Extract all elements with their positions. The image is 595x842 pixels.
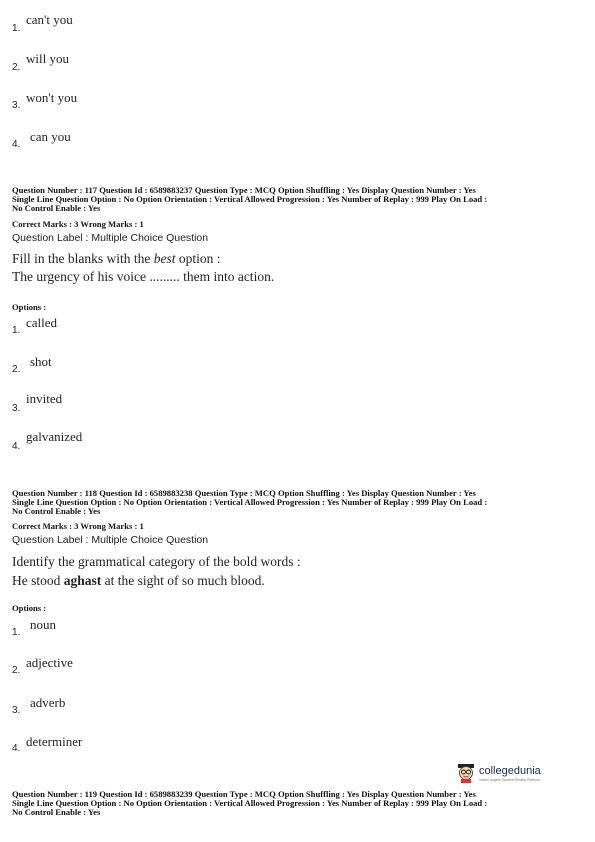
option-text: shot — [30, 354, 52, 369]
options-heading: Options : — [12, 603, 47, 613]
question-marks: Correct Marks : 3 Wrong Marks : 1 — [12, 521, 144, 531]
option-number: 2. — [12, 665, 21, 676]
logo-tagline: India's largest Student Review Platform — [479, 778, 540, 782]
option-text: can you — [30, 129, 71, 144]
option-text: determiner — [26, 734, 83, 749]
question-marks: Correct Marks : 3 Wrong Marks : 1 — [12, 219, 144, 229]
option-text: adverb — [30, 695, 66, 710]
mascot-icon — [455, 762, 477, 784]
option-number: 4. — [12, 743, 21, 754]
option-text: called — [26, 315, 58, 330]
option-number: 4. — [12, 441, 21, 452]
question-text: Identify the grammatical category of the bold words : — [12, 554, 301, 569]
option-text: noun — [30, 617, 56, 632]
option-number: 3. — [12, 403, 21, 414]
option-number: 4. — [12, 139, 21, 150]
logo-name: collegedunia — [479, 765, 541, 777]
option-number: 2. — [12, 364, 21, 375]
question-text: The urgency of his voice ......... them into action. — [12, 269, 275, 284]
option-number: 1. — [12, 627, 21, 638]
option-text: won't you — [26, 90, 78, 105]
option-text: adjective — [26, 655, 73, 670]
option-number: 1. — [12, 325, 21, 336]
question-label: Question Label : Multiple Choice Question — [12, 534, 209, 546]
question-text: He stood aghast at the sight of so much blood. — [12, 573, 265, 588]
option-text: invited — [26, 391, 63, 406]
option-number: 3. — [12, 100, 21, 111]
question-meta: Question Number : 117 Question Id : 6589883237 Question Type : MCQ Option Shuffling : Yes Display Question Number : Yes Single Line Question Option : No Option Orientation : Vertical Allowed Progression : Yes Number of Replay : 999 Play On Load : No Control Enable : Yes — [12, 185, 488, 213]
collegedunia-logo — [455, 762, 555, 784]
question-meta: Question Number : 119 Question Id : 6589883239 Question Type : MCQ Option Shuffling : Yes Display Question Number : Yes Single Line Question Option : No Option Orientation : Vertical Allowed Progression : Yes Number of Replay : 999 Play On Load : No Control Enable : Yes — [12, 789, 488, 817]
question-meta: Question Number : 118 Question Id : 6589883238 Question Type : MCQ Option Shuffling : Yes Display Question Number : Yes Single Line Question Option : No Option Orientation : Vertical Allowed Progression : Yes Number of Replay : 999 Play On Load : No Control Enable : Yes — [12, 488, 488, 516]
question-label: Question Label : Multiple Choice Question — [12, 232, 209, 244]
options-heading: Options : — [12, 302, 47, 312]
option-text: will you — [26, 51, 69, 66]
option-text: can't you — [26, 12, 73, 27]
option-text: galvanized — [26, 429, 83, 444]
question-text: Fill in the blanks with the best option : — [12, 251, 221, 266]
option-number: 3. — [12, 705, 21, 716]
option-number: 2. — [12, 62, 21, 73]
option-number: 1. — [12, 23, 21, 34]
